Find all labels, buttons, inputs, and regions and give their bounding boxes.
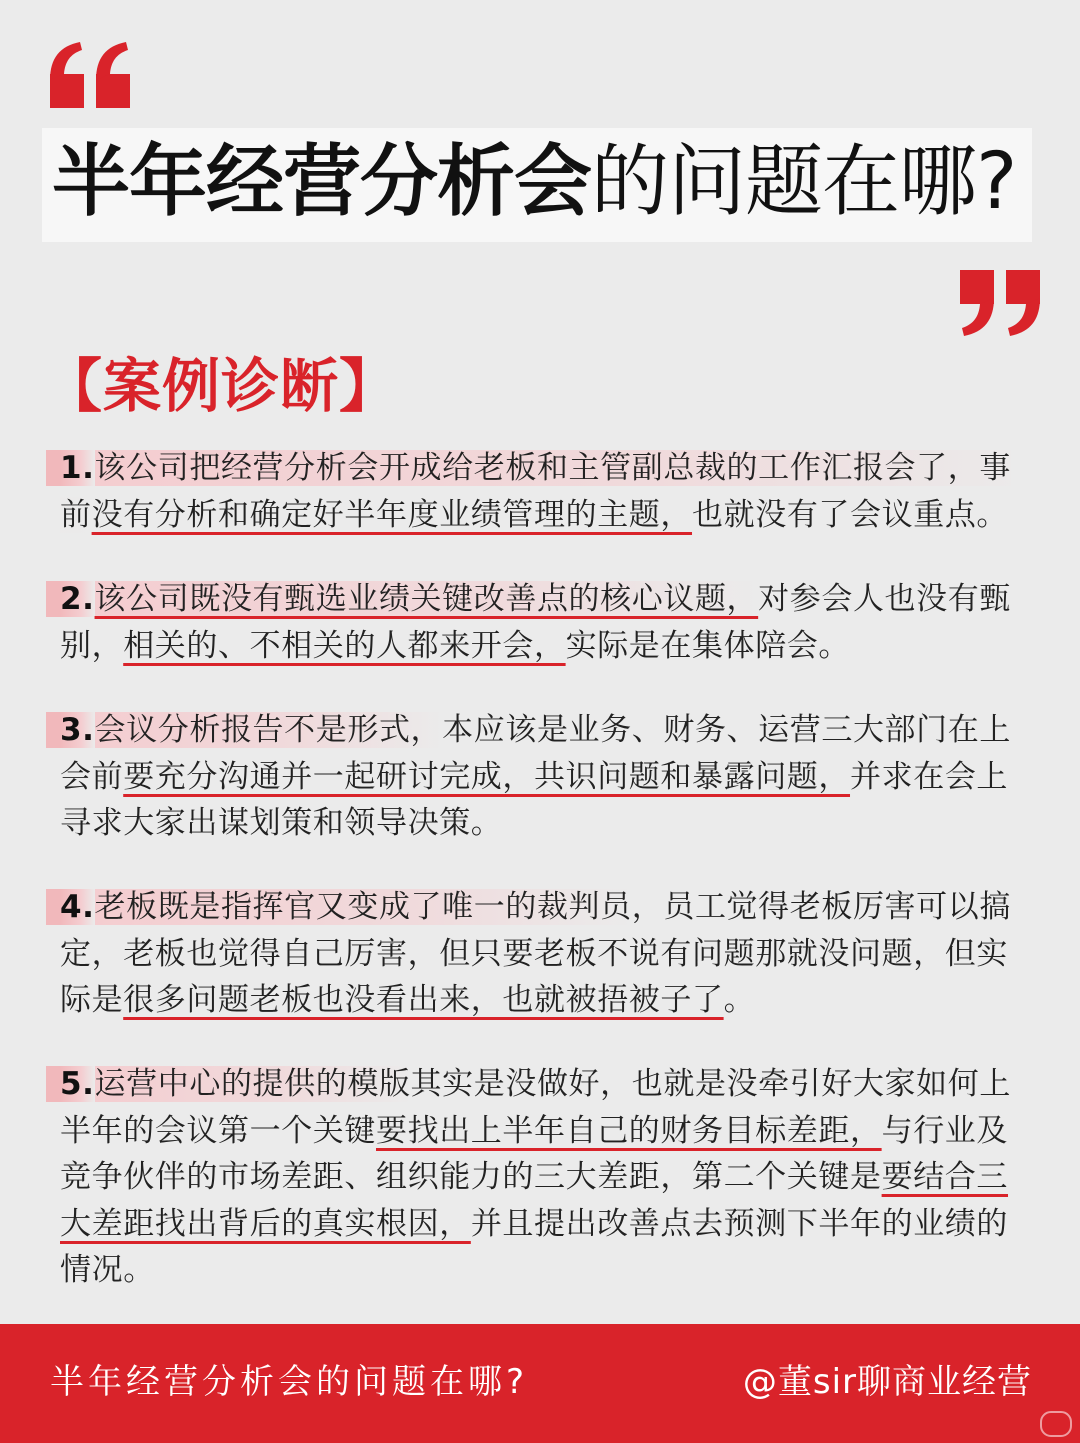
case-underlined-text: 要充分沟通并一起研讨完成，共识问题和暴露问题， <box>123 758 851 795</box>
case-text: 也就没有了会议重点。 <box>692 496 1009 533</box>
case-text: 本应该是业务、财务、运营三大部门在上会前 <box>60 712 1011 795</box>
case-text: 其实是没做好，也就是没牵引好大家如何上半年的会议第一个关键 <box>60 1066 1011 1149</box>
case-text: 并求在会上寻求大家出谋划策和领导决策。 <box>60 758 1009 841</box>
footer-title: 半年经营分析会的问题在哪? <box>50 1362 529 1402</box>
case-underlined-text: 要找出上半年自己的财务目标差距， <box>376 1112 882 1149</box>
case-number: 3. <box>60 712 95 748</box>
case-text: 会议分析报告不是形式， <box>94 712 443 748</box>
case-item-3 <box>60 707 1028 847</box>
case-number: 4. <box>60 889 95 925</box>
case-underlined-text: 要结合三大差距找出背后的真实根因， <box>60 1159 1009 1242</box>
case-underlined-text: 相关的、不相关的人都来开会， <box>123 627 566 664</box>
case-item-4 <box>60 884 1028 1024</box>
case-number: 1. <box>60 450 95 486</box>
case-underlined-text: 该公司既没有甄选业绩关键改善点的核心议题， <box>94 581 759 617</box>
footer-author: @董sir聊商业经营 <box>742 1362 1032 1402</box>
case-underlined-text: 没有分析和确定好半年度业绩管理的主题， <box>91 496 693 533</box>
close-quote-icon <box>958 268 1044 338</box>
case-number: 5. <box>60 1066 95 1102</box>
case-underlined-text: 很多问题老板也没看出来，也就被捂被子了 <box>123 982 724 1018</box>
case-text: ，员工觉得老板厉害可以搞定，老板也觉得自己厉害，但只要老板不说有问题那就没问题，但实际是 <box>60 889 1011 1018</box>
case-text: 并且提出改善点去预测下半年的业绩的情况。 <box>60 1205 1009 1288</box>
case-item-2 <box>60 576 1028 669</box>
footer-bar <box>0 1324 1080 1443</box>
case-text: 该公司把经营分析会开成给老板和主管副总裁的工作汇报会了，事前 <box>60 450 1011 533</box>
case-text: 实际是在集体陪会。 <box>565 627 851 664</box>
case-text: 与行业及竞争伙伴的市场差距、组织能力的三大差距，第二个关键是 <box>60 1112 1009 1195</box>
case-text: 老板既是指挥官又变成了唯一的裁判员 <box>94 889 632 925</box>
title-bold-part: 半年经营分析会 <box>52 137 592 227</box>
section-heading: 【案例诊断】 <box>44 352 399 420</box>
case-item-1 <box>60 445 1028 538</box>
case-text: 。 <box>723 982 756 1018</box>
case-text: 对参会人也没有甄别， <box>60 581 1011 664</box>
watermark-icon <box>1040 1411 1072 1437</box>
case-number: 2. <box>60 581 95 617</box>
page-title <box>52 134 1016 230</box>
case-item-5 <box>60 1061 1028 1294</box>
open-quote-icon <box>48 40 134 110</box>
title-thin-part: 的问题在哪? <box>591 137 1017 227</box>
case-text: 运营中心的提供的模版 <box>94 1066 411 1102</box>
